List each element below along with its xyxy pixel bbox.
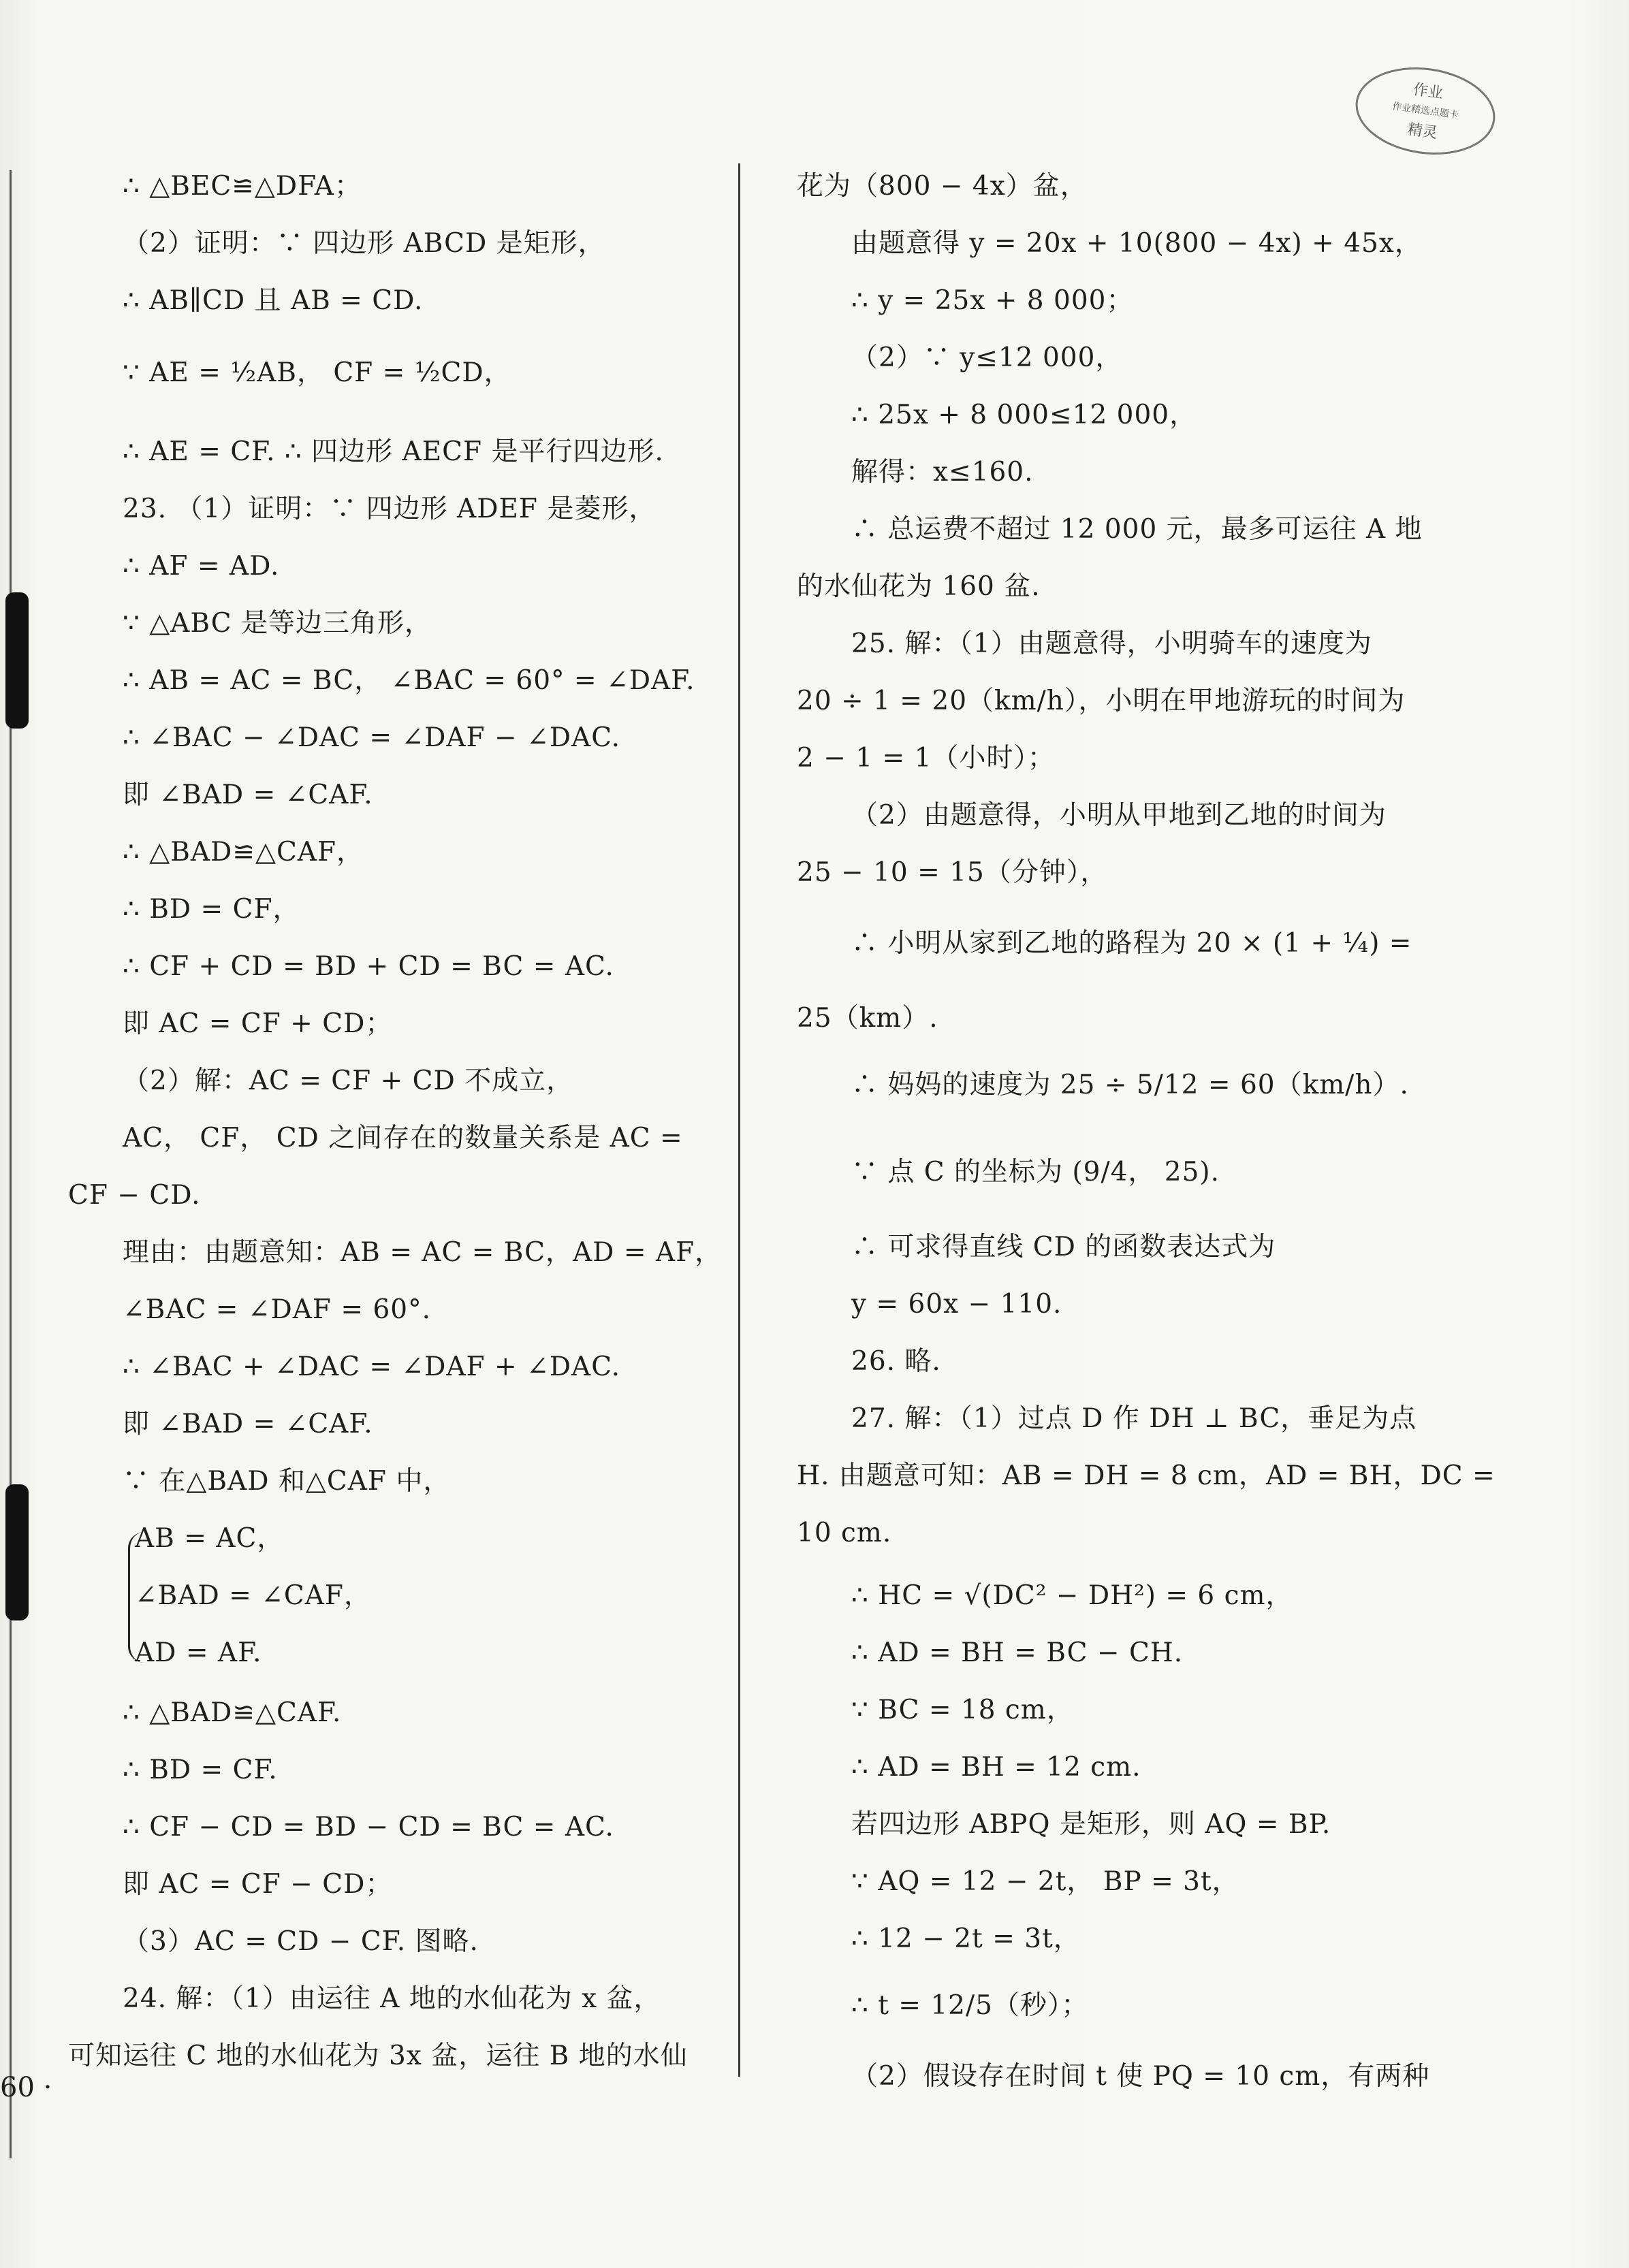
text-line: （2）假设存在时间 t 使 PQ = 10 cm，有两种: [851, 2061, 1430, 2092]
text-line: ∴ BD = CF.: [123, 1755, 278, 1785]
binding-edge-line: [10, 170, 12, 2158]
text-line: CF − CD.: [68, 1180, 201, 1211]
text-line: ∴ AB∥CD 且 AB = CD.: [123, 285, 424, 316]
text-line: ∴ AE = CF. ∴ 四边形 AECF 是平行四边形.: [123, 436, 664, 467]
text-line: （2）∵ y≤12 000，: [851, 342, 1123, 373]
binding-mark-bottom: [5, 1484, 29, 1620]
text-line: 25 − 10 = 15（分钟），: [797, 857, 1108, 888]
system-equation-line: ∠BAD = ∠CAF，: [135, 1580, 371, 1611]
text-line: ∴ t = 12/5（秒）；: [851, 1990, 1089, 2021]
text-line: 25. 解：（1）由题意得，小明骑车的速度为: [851, 628, 1372, 659]
text-line: ∴ ∠BAC − ∠DAC = ∠DAF − ∠DAC.: [123, 722, 621, 753]
text-line: （2）由题意得，小明从甲地到乙地的时间为: [851, 800, 1387, 831]
text-line: ∴ 25x + 8 000≤12 000，: [851, 400, 1197, 430]
stamp-line: 精灵: [1406, 121, 1439, 142]
text-line: 可知运往 C 地的水仙花为 3x 盆，运往 B 地的水仙: [68, 2041, 688, 2071]
text-line: ∴ AD = BH = BC − CH.: [851, 1638, 1184, 1668]
text-line: ∴ 可求得直线 CD 的函数表达式为: [851, 1232, 1276, 1262]
text-line: ∵ △ABC 是等边三角形，: [123, 608, 432, 639]
text-line: 即 ∠BAD = ∠CAF.: [123, 780, 373, 810]
text-line: y = 60x − 110.: [851, 1289, 1062, 1320]
text-line: H. 由题意可知：AB = DH = 8 cm，AD = BH，DC =: [797, 1460, 1496, 1491]
text-line: 23. （1）证明：∵ 四边形 ADEF 是菱形，: [123, 494, 657, 524]
text-line: ∴ AD = BH = 12 cm.: [851, 1752, 1141, 1783]
text-line: ∵ 在△BAD 和△CAF 中，: [123, 1466, 451, 1497]
stamp-line: 作业精选点题卡: [1391, 101, 1459, 121]
text-line: ∠BAC = ∠DAF = 60°.: [123, 1294, 431, 1325]
text-line: ∴ △BEC≌△DFA；: [123, 171, 362, 202]
stamp-line: 作业: [1412, 81, 1444, 103]
text-line: ∴ CF − CD = BD − CD = BC = AC.: [123, 1812, 614, 1842]
text-line: 解得：x≤160.: [851, 457, 1034, 488]
text-line: ∵ BC = 18 cm，: [851, 1695, 1074, 1725]
text-line: 由题意得 y = 20x + 10(800 − 4x) + 45x，: [851, 228, 1422, 259]
text-line: 的水仙花为 160 盆.: [797, 571, 1041, 602]
text-line: 理由：由题意知：AB = AC = BC，AD = AF，: [123, 1237, 723, 1268]
text-line: （2）解：AC = CF + CD 不成立，: [123, 1066, 574, 1096]
text-line: ∵ 点 C 的坐标为 (9/4， 25).: [851, 1157, 1220, 1187]
text-line: 10 cm.: [797, 1518, 892, 1548]
text-line: ∴ AB = AC = BC， ∠BAC = 60° = ∠DAF.: [123, 665, 695, 696]
text-line: ∴ BD = CF，: [123, 894, 300, 925]
system-equation-line: AD = AF.: [135, 1638, 262, 1668]
text-line: ∴ y = 25x + 8 000；: [851, 285, 1134, 316]
text-line: ∴ △BAD≌△CAF.: [123, 1697, 342, 1728]
system-brace: [128, 1532, 146, 1663]
page-number: 60 ·: [0, 2072, 52, 2103]
text-line: 2 − 1 = 1（小时）；: [797, 743, 1055, 773]
text-line: （2）证明：∵ 四边形 ABCD 是矩形，: [123, 228, 605, 259]
text-line: ∴ 小明从家到乙地的路程为 20 × (1 + ¼) =: [851, 928, 1412, 959]
text-line: AC， CF， CD 之间存在的数量关系是 AC =: [123, 1123, 683, 1153]
text-line: 即 ∠BAD = ∠CAF.: [123, 1409, 373, 1439]
text-line: 26. 略.: [851, 1346, 941, 1377]
column-divider: [738, 163, 740, 2077]
system-equation-line: AB = AC，: [135, 1523, 285, 1554]
text-line: 即 AC = CF + CD；: [123, 1008, 393, 1039]
text-line: 25（km）.: [797, 1003, 938, 1034]
text-line: 27. 解：（1）过点 D 作 DH ⊥ BC，垂足为点: [851, 1403, 1417, 1434]
text-line: ∵ AQ = 12 − 2t， BP = 3t，: [851, 1866, 1239, 1897]
text-line: ∴ 12 − 2t = 3t，: [851, 1923, 1081, 1954]
text-line: ∴ ∠BAC + ∠DAC = ∠DAF + ∠DAC.: [123, 1352, 621, 1382]
text-line: ∴ 妈妈的速度为 25 ÷ 5/12 = 60（km/h）.: [851, 1070, 1409, 1100]
text-line: ∵ AE = ½AB， CF = ½CD，: [123, 357, 511, 388]
text-line: 若四边形 ABPQ 是矩形，则 AQ = BP.: [851, 1809, 1331, 1840]
text-line: ∴ AF = AD.: [123, 551, 280, 581]
text-line: ∴ △BAD≌△CAF，: [123, 837, 364, 867]
text-line: ∴ HC = √(DC² − DH²) = 6 cm，: [851, 1580, 1293, 1611]
binding-mark-top: [5, 592, 29, 729]
text-line: ∴ CF + CD = BD + CD = BC = AC.: [123, 951, 614, 982]
text-line: 花为（800 − 4x）盆，: [797, 171, 1088, 202]
text-line: 24. 解：（1）由运往 A 地的水仙花为 x 盆，: [123, 1983, 661, 2014]
text-line: 20 ÷ 1 = 20（km/h），小明在甲地游玩的时间为: [797, 686, 1406, 716]
text-line: ∴ 总运费不超过 12 000 元，最多可运往 A 地: [851, 514, 1423, 545]
text-line: （3）AC = CD − CF. 图略.: [123, 1926, 479, 1957]
text-line: 即 AC = CF − CD；: [123, 1869, 393, 1900]
